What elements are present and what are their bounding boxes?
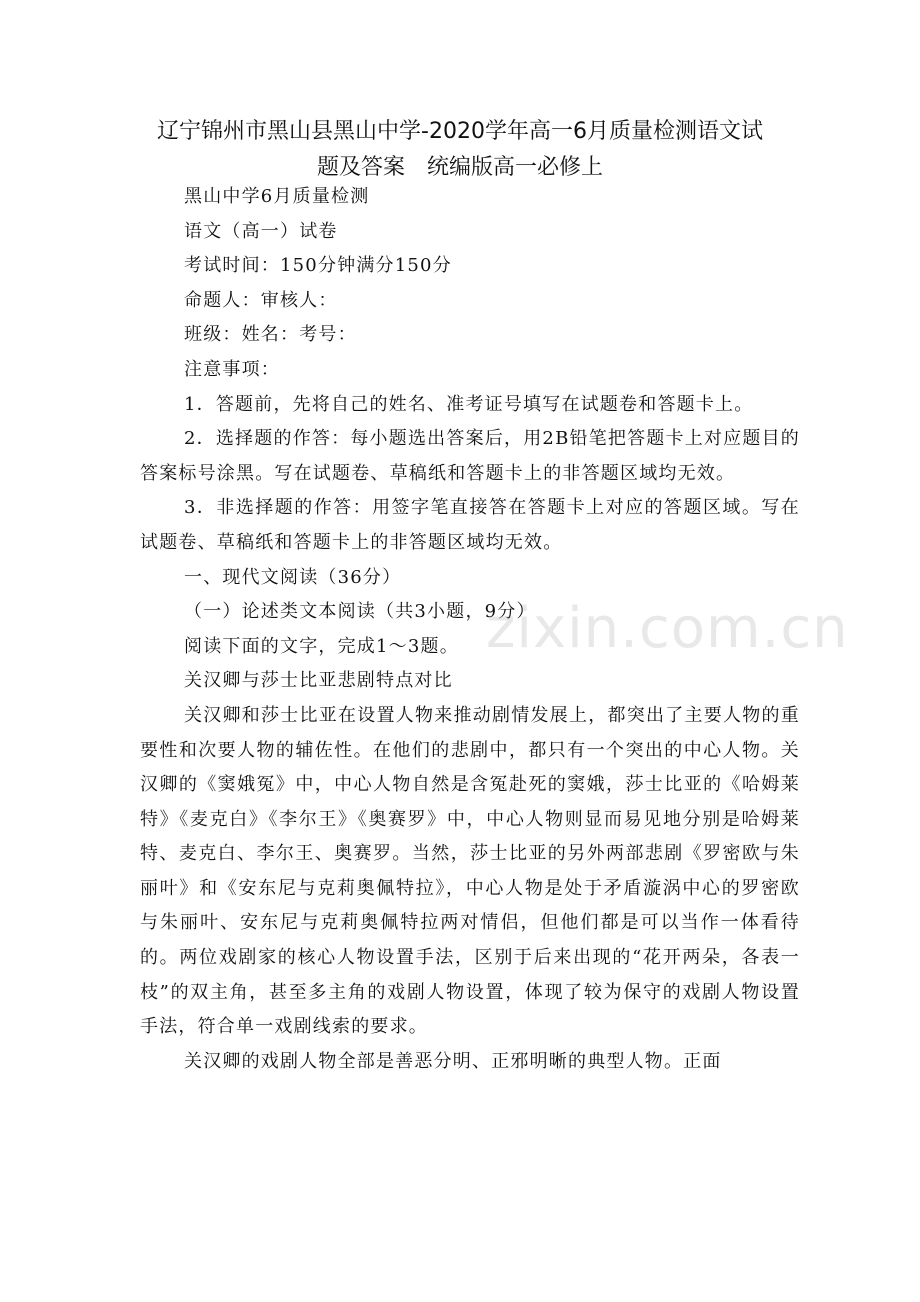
document-title bbox=[140, 114, 780, 186]
article-title: 关汉卿与莎士比亚悲剧特点对比 bbox=[184, 670, 453, 692]
reading-instruction: 阅读下面的文字，完成1～3题。 bbox=[184, 635, 459, 657]
article-paragraph-2: 关汉卿的戏剧人物全部是善恶分明、正邪明晰的典型人物。正面 bbox=[184, 1050, 722, 1072]
student-info: 班级：姓名：考号： bbox=[184, 324, 357, 346]
title-line-1: 辽宁锦州市黑山县黑山中学-2020学年高一6月质量检测语文试 bbox=[157, 119, 763, 144]
section-heading: 一、现代文阅读（36分） bbox=[184, 566, 402, 588]
subsection-heading: （一）论述类文本阅读（共3小题，9分） bbox=[184, 601, 536, 623]
article-paragraph-1: 关汉卿和莎士比亚在设置人物来推动剧情发展上，都突出了主要人物的重要性和次要人物的辅佐性。在他们的悲剧中，都只有一个突出的中心人物。关汉卿的《窦娥冤》中，中心人物自然是含冤赴死的窦娥，莎士比亚的《哈姆莱特》《麦克白》《李尔王》《奥赛罗》中，中心人物则显而易见地分别是哈姆莱特、麦克白、李尔王、奥赛罗。当然，莎士比亚的另外两部悲剧《罗密欧与朱丽叶》和《安东尼与克莉奥佩特拉》，中心人物是处于矛盾漩涡中心的罗密欧与朱丽叶、安东尼与克莉奥佩特拉两对情侣，但他们都是可以当作一体看待的。两位戏剧家的核心人物设置手法，区别于后来出现的“花开两朵，各表一枝”的双主角，甚至多主角的戏剧人物设置，体现了较为保守的戏剧人物设置手法，符合单一戏剧线索的要求。 bbox=[140, 704, 800, 1038]
exam-authors: 命题人：审核人： bbox=[184, 289, 338, 311]
exam-time-score: 考试时间：150分钟满分150分 bbox=[184, 255, 452, 277]
exam-subject: 语文（高一）试卷 bbox=[184, 220, 338, 242]
title-line-2: 题及答案 统编版高一必修上 bbox=[316, 155, 603, 180]
school-exam-name: 黑山中学6月质量检测 bbox=[184, 186, 370, 207]
document-body bbox=[140, 180, 800, 1079]
notes-heading: 注意事项： bbox=[184, 358, 280, 380]
note-item-3: 3．非选择题的作答：用签字笔直接答在答题卡上对应的答题区域。写在试题卷、草稿纸和答题卡上的非答题区域均无效。 bbox=[140, 497, 800, 553]
site-watermark: zixin.com.cn bbox=[486, 596, 849, 661]
note-item-2: 2．选择题的作答：每小题选出答案后，用2B铅笔把答题卡上对应题目的答案标号涂黑。写在试题卷、草稿纸和答题卡上的非答题区域均无效。 bbox=[140, 428, 800, 484]
note-item-1: 1．答题前，先将自己的姓名、准考证号填写在试题卷和答题卡上。 bbox=[184, 393, 754, 415]
